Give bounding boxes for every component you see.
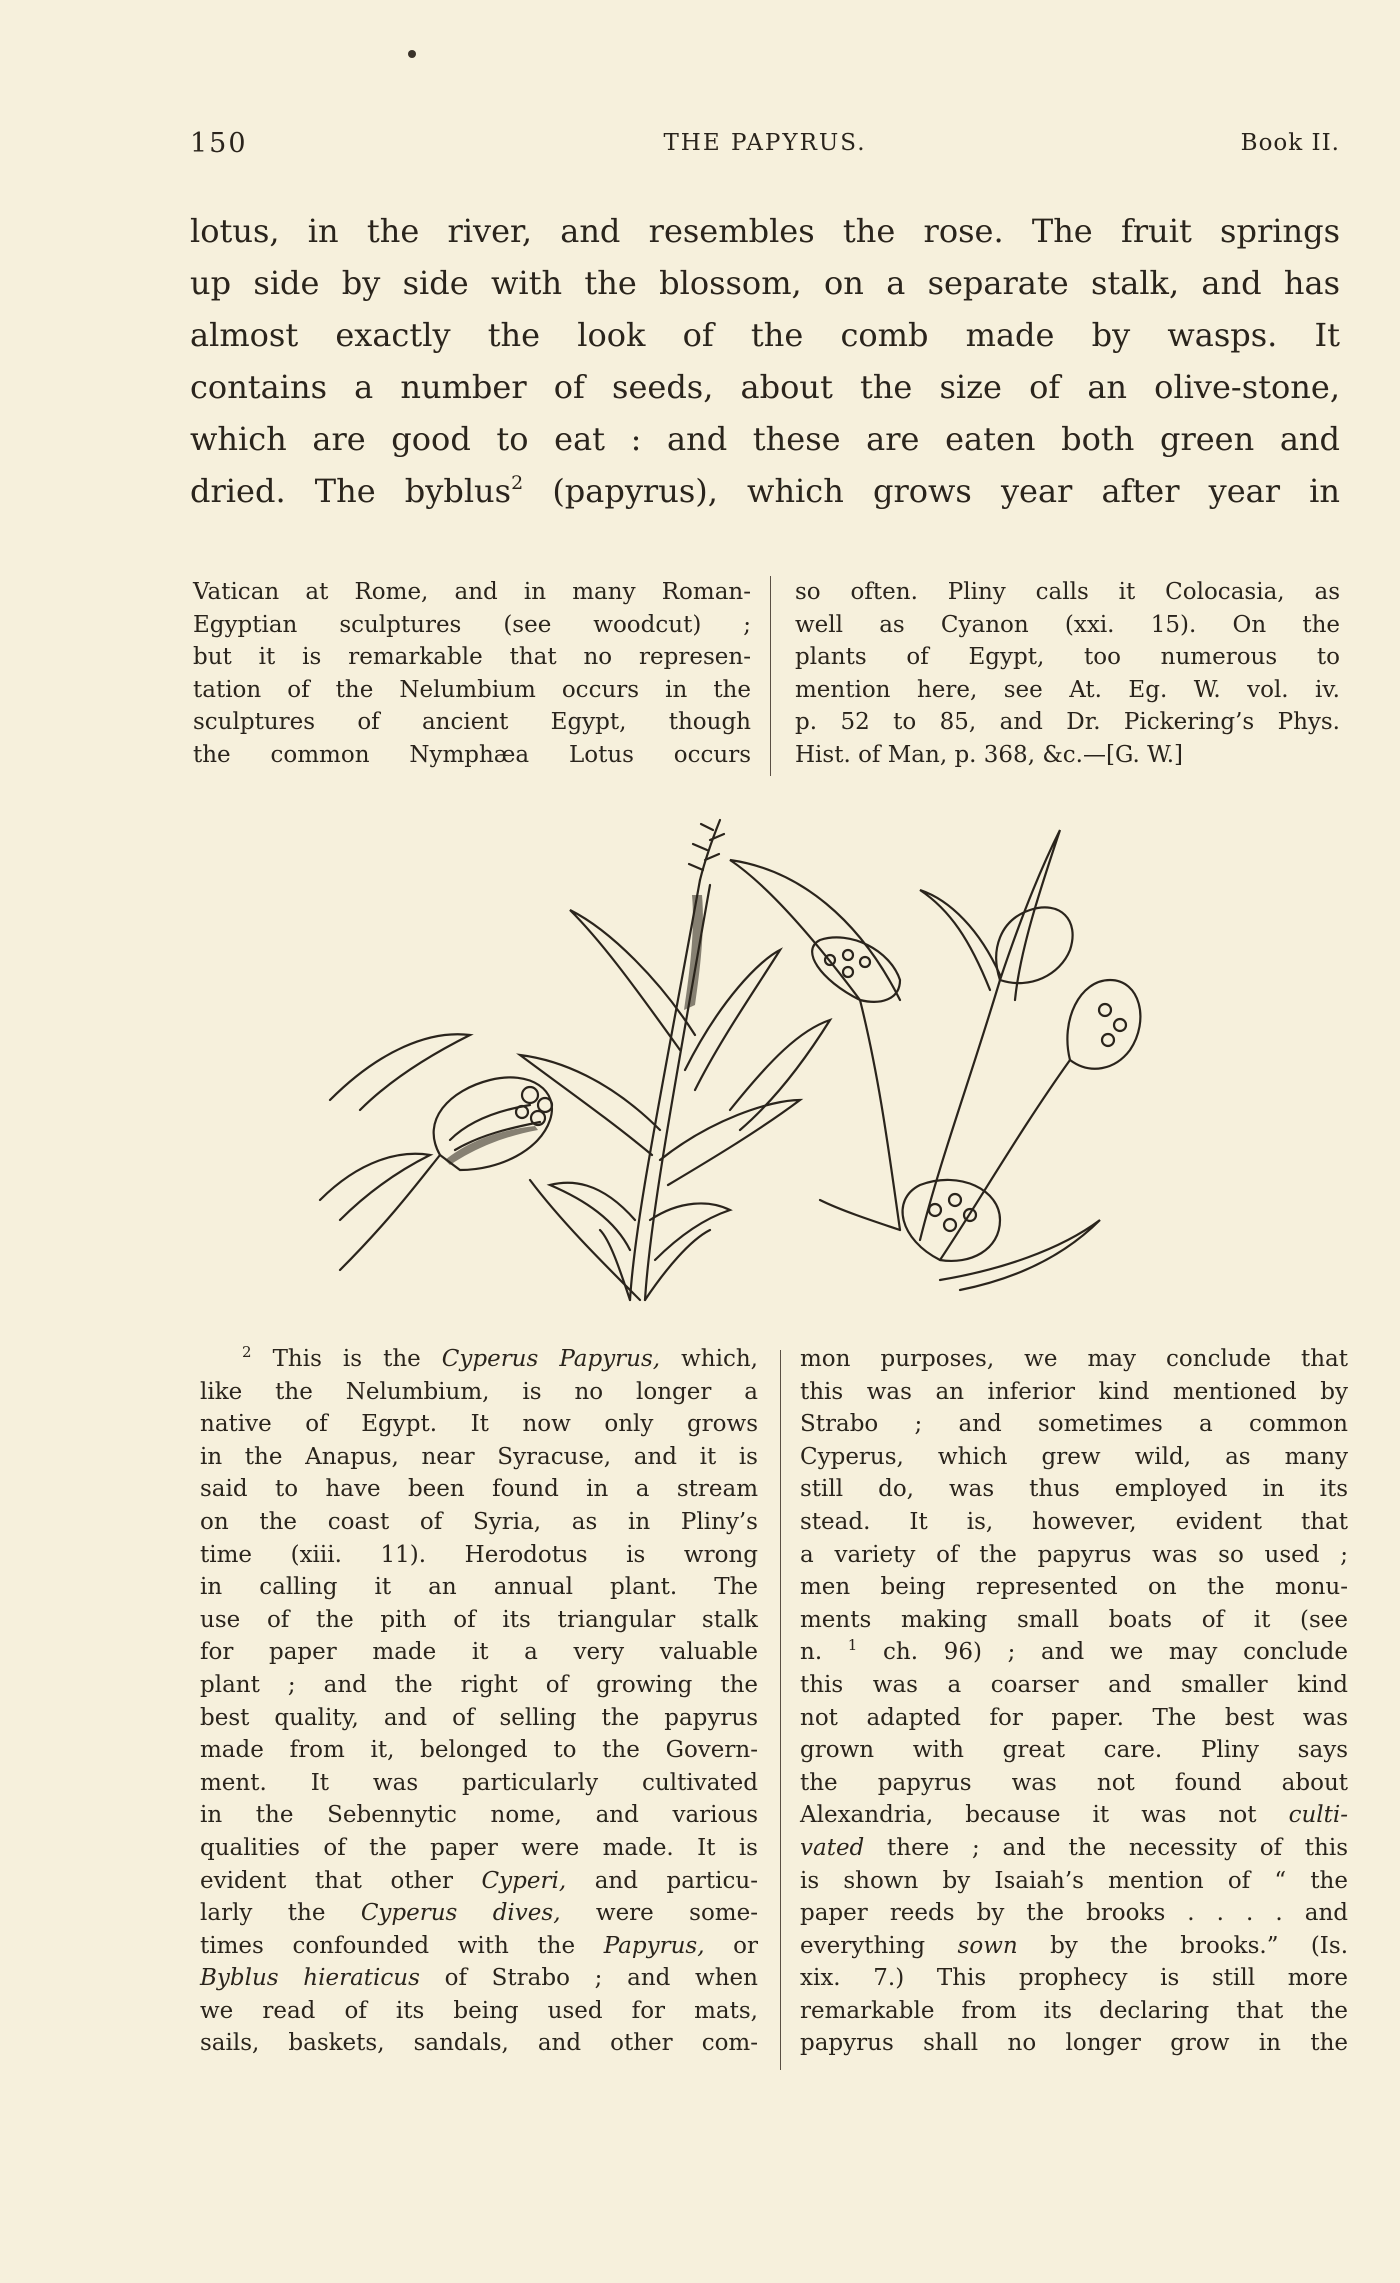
footnote-line: Hist. of Man, p. 368, &c.—[G. W.] — [795, 741, 1184, 768]
footnote-line: papyrus shall no longer grow in the — [800, 2030, 1348, 2057]
footnote-italic: sown — [957, 1932, 1018, 1959]
body-line-last — [190, 465, 1340, 517]
body-text: (papyrus), which grows year after year in — [523, 472, 1341, 510]
footnote-line: made from it, belonged to the Govern- — [200, 1737, 758, 1764]
footnote-line: in the Sebennytic nome, and various — [200, 1802, 758, 1829]
footnote-text: and particu- — [566, 1867, 758, 1894]
body-text: dried. The byblus — [190, 472, 512, 510]
footnote-line: ments making small boats of it (see — [800, 1606, 1348, 1633]
footnote-reference: 1 — [847, 1636, 858, 1655]
footnote-text: there ; and the necessity of this — [864, 1834, 1348, 1861]
body-line: lotus, in the river, and resembles the rose. The fruit springs — [190, 212, 1340, 250]
footnote-line: Vatican at Rome, and in many Roman- — [193, 579, 751, 605]
footnote-marker: 2 — [242, 1343, 252, 1361]
footnote-line: like the Nelumbium, is no longer a — [200, 1378, 758, 1405]
footnote-line: best quality, and of selling the papyrus — [200, 1704, 758, 1731]
running-title: THE PAPYRUS. — [663, 130, 867, 156]
footnote-line: in the Anapus, near Syracuse, and it is — [200, 1443, 758, 1470]
footnote-line: xix. 7.) This prophecy is still more — [800, 1965, 1348, 1992]
footnote-text: n. — [800, 1639, 848, 1666]
footnote-line: the common Nymphæa Lotus occurs — [193, 741, 751, 768]
footnote-text: larly the — [200, 1900, 361, 1927]
footnote-line: is shown by Isaiah’s mention of “ the — [800, 1867, 1348, 1894]
footnote-text: everything — [800, 1932, 958, 1959]
footnote-line: grown with great care. Pliny says — [800, 1737, 1348, 1764]
column-rule — [780, 1350, 781, 2070]
footnote-italic: vated — [800, 1834, 865, 1861]
footnote-line: so often. Pliny calls it Colocasia, as — [795, 579, 1340, 605]
footnote-top-left — [193, 576, 751, 772]
footnote-text: Alexandria, because it was not — [800, 1802, 1289, 1829]
footnote-line: this was a coarser and smaller kind — [800, 1671, 1348, 1698]
body-line: contains a number of seeds, about the size of an olive-stone, — [190, 368, 1340, 406]
footnote-line: qualities of the paper were made. It is — [200, 1834, 758, 1861]
footnote-text: by the brooks.” (Is. — [1017, 1932, 1349, 1959]
footnote-line: Strabo ; and sometimes a common — [800, 1411, 1348, 1438]
footnote-text: times confounded with the — [200, 1932, 604, 1959]
footnote-line — [800, 1636, 1348, 1669]
running-header — [190, 128, 1340, 168]
footnote-line — [200, 1897, 758, 1930]
footnote-line — [800, 1832, 1348, 1865]
footnote-line: p. 52 to 85, and Dr. Pickering’s Phys. — [795, 709, 1340, 736]
footnote-line: Egyptian sculptures (see woodcut) ; — [193, 611, 751, 638]
footnote-italic: Cyperus Papyrus, — [441, 1346, 661, 1372]
footnote-top-right — [795, 576, 1340, 772]
footnote-line: use of the pith of its triangular stalk — [200, 1606, 758, 1633]
footnote-text: or — [704, 1932, 758, 1959]
footnote-line: sculptures of ancient Egypt, though — [193, 709, 751, 736]
footnote-line — [200, 1930, 758, 1963]
body-line: almost exactly the look of the comb made by wasps. It — [190, 316, 1340, 354]
footnote-bottom-left — [200, 1343, 758, 2060]
footnote-line: in calling it an annual plant. The — [200, 1574, 758, 1601]
footnote-text: evident that other — [200, 1867, 482, 1894]
footnote-text: ch. 96) ; and we may conclude — [857, 1639, 1348, 1666]
footnote-reference: 2 — [511, 472, 524, 494]
footnote-line: this was an inferior kind mentioned by — [800, 1378, 1348, 1405]
footnote-line: for paper made it a very valuable — [200, 1639, 758, 1666]
footnote-line: the papyrus was not found about — [800, 1769, 1348, 1796]
footnote-line: Cyperus, which grew wild, as many — [800, 1443, 1348, 1470]
footnote-line: tation of the Nelumbium occurs in the — [193, 676, 751, 703]
footnote-line: we read of its being used for mats, — [200, 1997, 758, 2024]
footnote-line: a variety of the papyrus was so used ; — [800, 1541, 1348, 1568]
footnote-line: mention here, see At. Eg. W. vol. iv. — [795, 676, 1340, 703]
footnote-line — [200, 1343, 758, 1376]
footnote-line — [200, 1865, 758, 1898]
column-rule — [770, 576, 771, 776]
footnote-line: ment. It was particularly cultivated — [200, 1769, 758, 1796]
lotus-woodcut-illustration — [300, 800, 1260, 1320]
footnote-line — [800, 1930, 1348, 1963]
footnote-line: still do, was thus employed in its — [800, 1476, 1348, 1503]
footnote-line: on the coast of Syria, as in Pliny’s — [200, 1508, 758, 1535]
main-body-text — [190, 205, 1340, 517]
footnote-text: of Strabo ; and when — [419, 1965, 758, 1992]
footnote-line: stead. It is, however, evident that — [800, 1508, 1348, 1535]
footnote-line: plants of Egypt, too numerous to — [795, 644, 1340, 671]
footnote-line: not adapted for paper. The best was — [800, 1704, 1348, 1731]
footnote-line: plant ; and the right of growing the — [200, 1671, 758, 1698]
footnote-italic: culti- — [1288, 1802, 1348, 1829]
footnote-line: time (xiii. 11). Herodotus is wrong — [200, 1541, 758, 1568]
footnote-text: which, — [660, 1346, 758, 1372]
footnote-line — [200, 1962, 758, 1995]
footnote-text: This is the — [272, 1346, 442, 1372]
footnote-line: men being represented on the monu- — [800, 1574, 1348, 1601]
body-line: which are good to eat : and these are eaten both green and — [190, 420, 1340, 458]
footnote-line: mon purposes, we may conclude that — [800, 1346, 1348, 1372]
footnote-line: remarkable from its declaring that the — [800, 1997, 1348, 2024]
footnote-italic: Papyrus, — [603, 1932, 705, 1959]
footnote-line: sails, baskets, sandals, and other com- — [200, 2030, 758, 2057]
footnote-line: but it is remarkable that no represen- — [193, 644, 751, 671]
footnote-line: paper reeds by the brooks . . . . and — [800, 1900, 1348, 1927]
book-label: Book II. — [1240, 130, 1340, 156]
footnote-line: well as Cyanon (xxi. 15). On the — [795, 611, 1340, 638]
footnote-line: said to have been found in a stream — [200, 1476, 758, 1503]
footnote-italic: Cyperus dives, — [360, 1900, 561, 1927]
footnote-text: were some- — [560, 1900, 758, 1927]
ink-dot — [408, 50, 416, 58]
footnote-line: native of Egypt. It now only grows — [200, 1411, 758, 1438]
footnote-italic: Byblus hieraticus — [200, 1965, 420, 1992]
footnote-bottom-right — [800, 1343, 1348, 2060]
body-line: up side by side with the blossom, on a separate stalk, and has — [190, 264, 1340, 302]
footnote-italic: Cyperi, — [481, 1867, 567, 1894]
footnote-line — [800, 1799, 1348, 1832]
page-number: 150 — [190, 128, 248, 159]
